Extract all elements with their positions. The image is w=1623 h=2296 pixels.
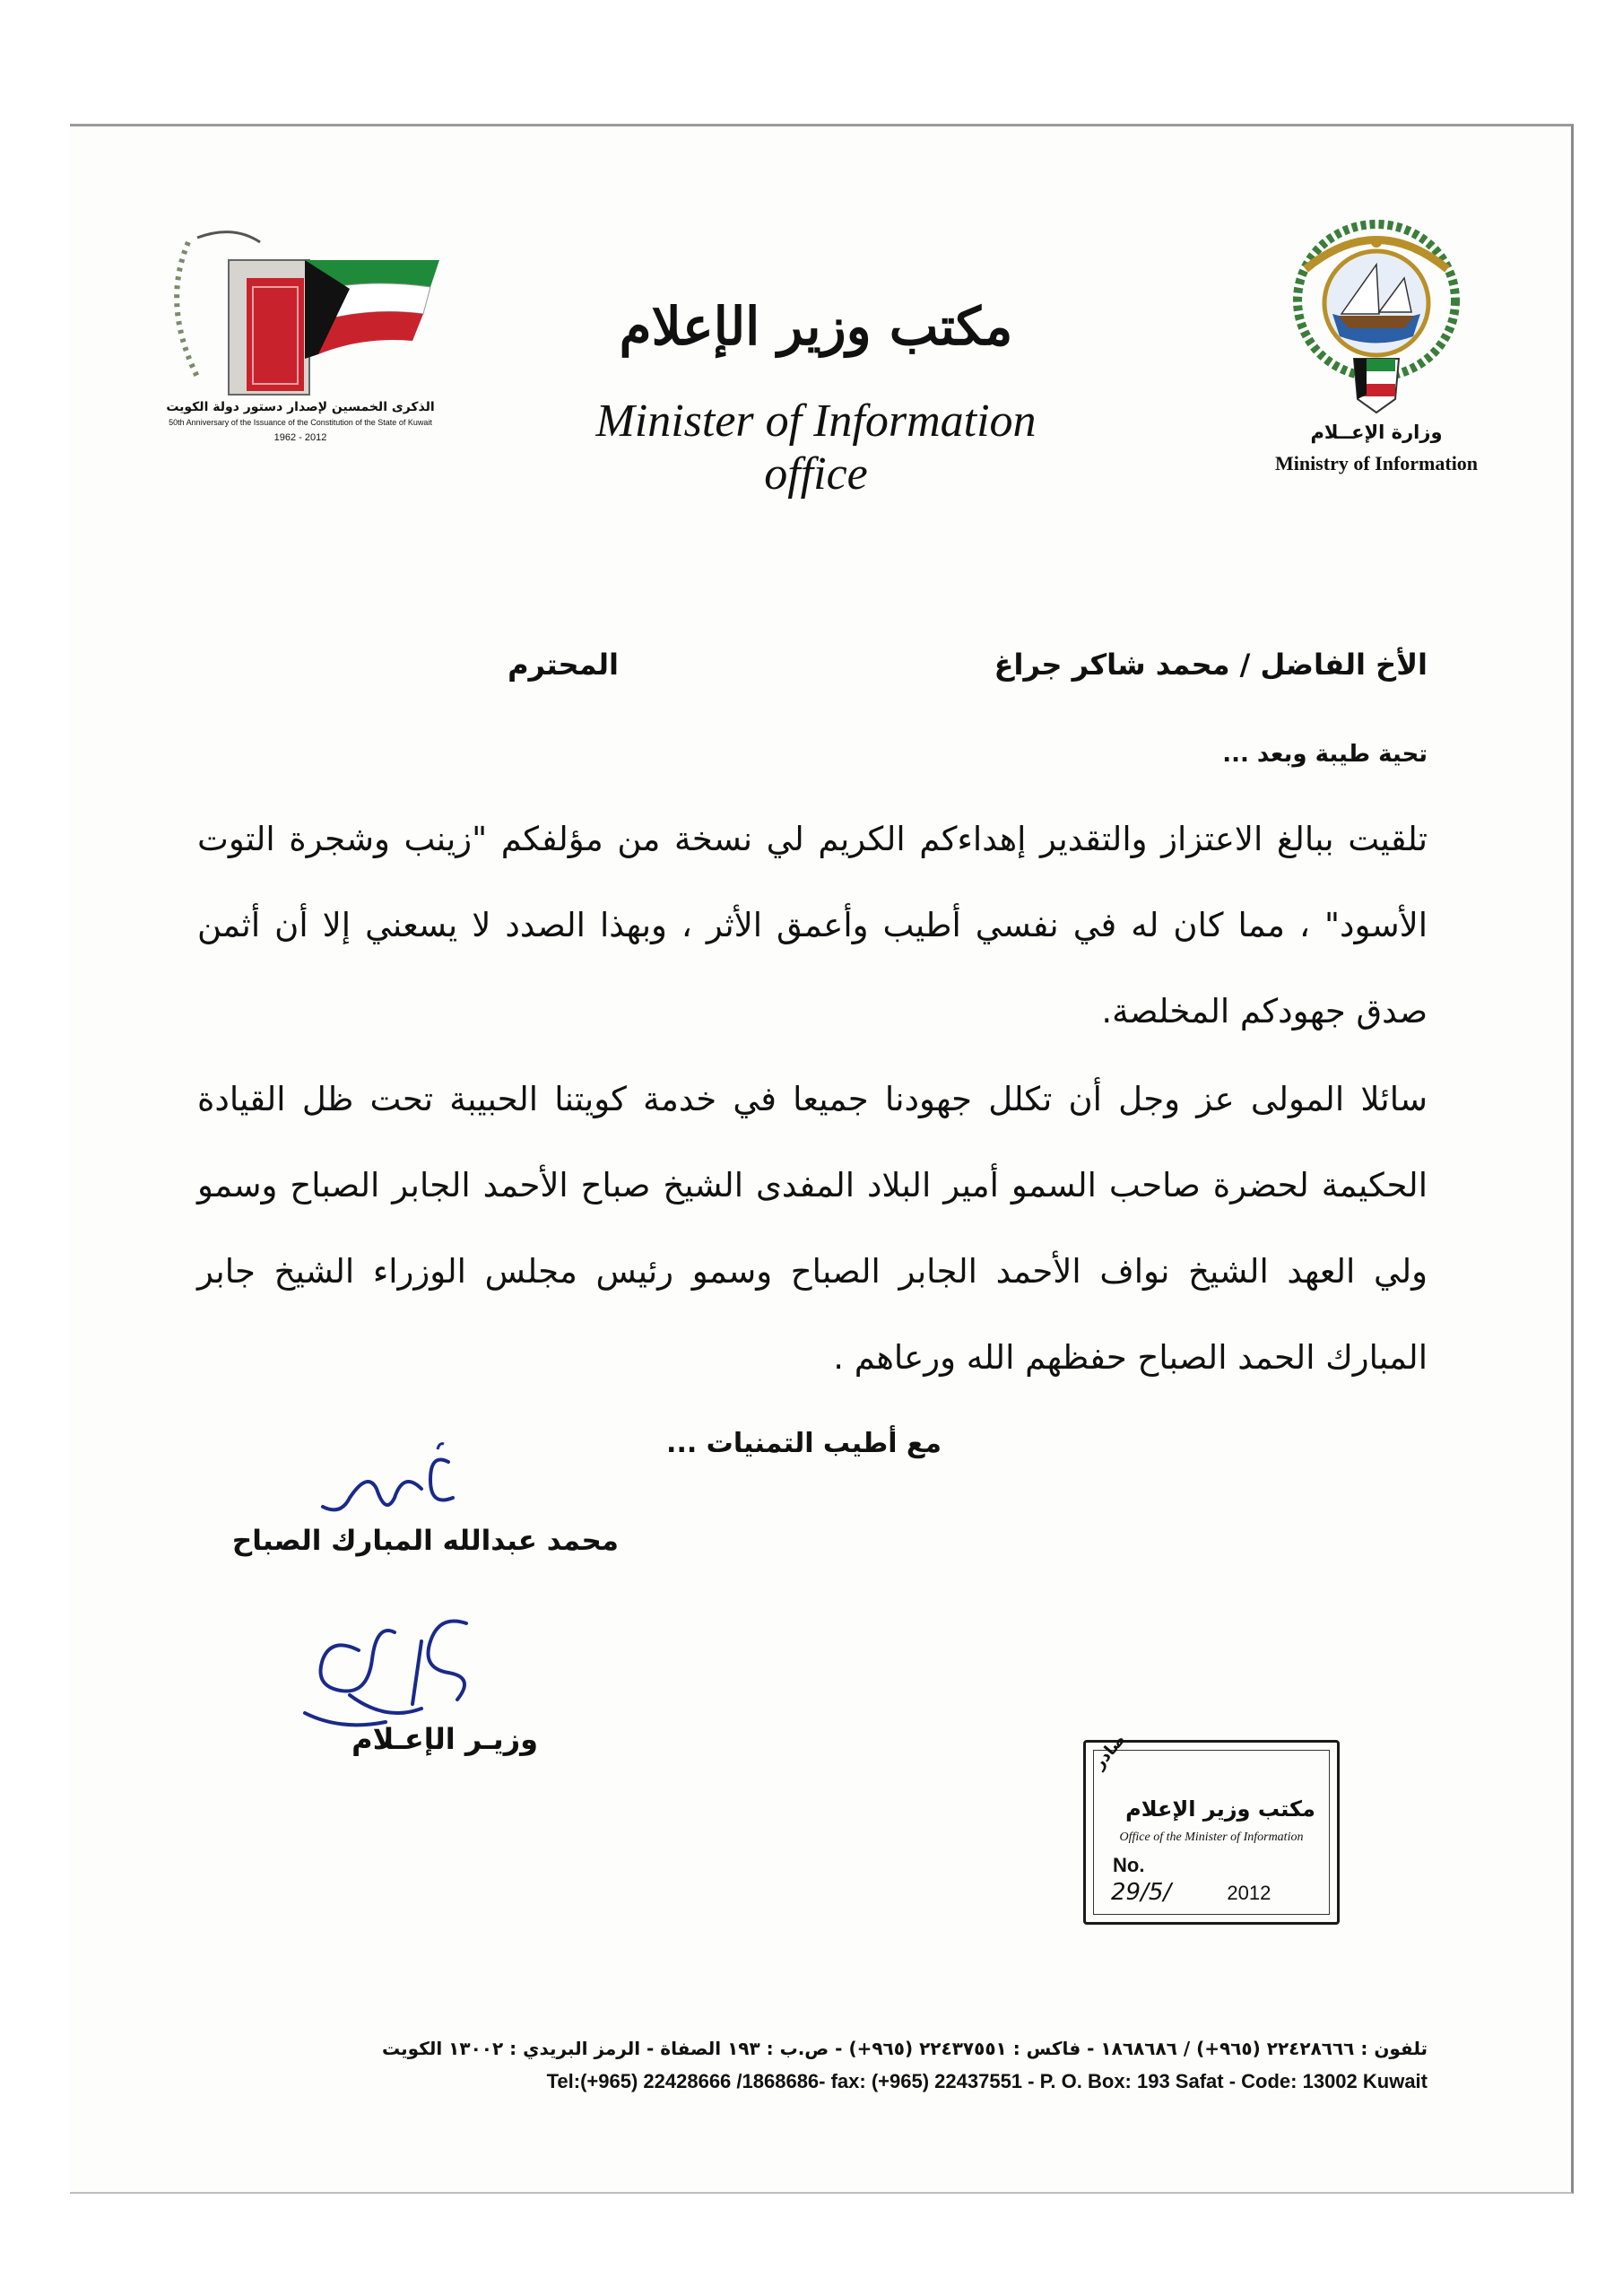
footer-contact-ar: تلفون : ٢٢٤٢٨٦٦٦ (٩٦٥+) / ١٨٦٨٦٨٦ - فاكس : ٢٢٤٣٧٥٥١ (٩٦٥+) - ص.ب : ١٩٣ الصفاة - الرمز البريدي : ١٣٠٠٢ الكويت	[381, 2038, 1428, 2059]
addressee-line: الأخ الفاضل / محمد شاكر جراغ	[994, 648, 1428, 682]
stamp-office-ar: مكتب وزير الإعلام	[1125, 1796, 1315, 1822]
stamp-label: صادر	[1089, 1730, 1130, 1773]
kuwait-emblem-icon	[1279, 215, 1474, 417]
body-paragraph-2: سائلا المولى عز وجل أن تكلل جهودنا جميعا في خدمة كويتنا الحبيبة تحت ظل القيادة الحكيمة لحضرة صاحب السمو أمير البلاد المفدى الشيخ صباح الأحمد الجابر الصباح وسمو ولي العهد الشيخ نواف الأحمد الجابر الصباح وسمو رئيس مجلس الوزراء الشيخ جابر المبارك الحمد الصباح حفظهم الله ورعاهم .	[197, 1080, 1428, 1377]
signer-name: محمد عبدالله المبارك الصباح	[231, 1525, 619, 1557]
honorific: المحترم	[508, 648, 619, 682]
office-title-ar: مكتب وزير الإعلام	[619, 296, 1013, 357]
body-paragraph-1: تلقيت ببالغ الاعتزاز والتقدير إهداءكم الكريم لي نسخة من مؤلفكم "زينب وشجرة التوت الأسود" ، مما كان له في نفسي أطيب وأعمق الأثر ، وبهذا الصدد لا يسعني إلا أن أثمن صدق جهودكم المخلصة.	[197, 820, 1428, 1031]
stamp-date-handwritten: 29/5/	[1111, 1879, 1172, 1906]
outgoing-stamp	[1083, 1730, 1340, 1925]
stamp-year: 2012	[1227, 1882, 1271, 1904]
stamp-office-en: Office of the Minister of Information	[1119, 1831, 1304, 1844]
anniversary-years: 1962 - 2012	[273, 432, 327, 443]
footer-contact-en: Tel:(+965) 22428666 /1868686- fax: (+965) 22437551 - P. O. Box: 193 Safat - Code: 13002 Kuwait	[546, 2070, 1428, 2092]
handwritten-note-icon	[296, 1435, 475, 1534]
office-title-en: Minister of Information office	[595, 396, 1037, 500]
stamp-date	[1111, 1879, 1317, 1906]
closing-line: مع أطيب التمنيات ...	[666, 1428, 942, 1459]
anniversary-caption-ar: الذكرى الخمسين لإصدار دستور دولة الكويت	[166, 400, 435, 414]
signature-icon	[287, 1605, 502, 1740]
stamp-number-label: No.	[1113, 1854, 1145, 1876]
ministry-name-ar: وزارة الإعــلام	[1310, 422, 1443, 443]
anniversary-caption-en: 50th Anniversary of the Issuance of the Constitution of the State of Kuwait	[169, 418, 432, 427]
signer-title: وزيـر الإعـلام	[352, 1722, 538, 1756]
ministry-name-en: Ministry of Information	[1274, 452, 1479, 474]
greeting-line: تحية طيبة وبعد ...	[1222, 741, 1428, 768]
